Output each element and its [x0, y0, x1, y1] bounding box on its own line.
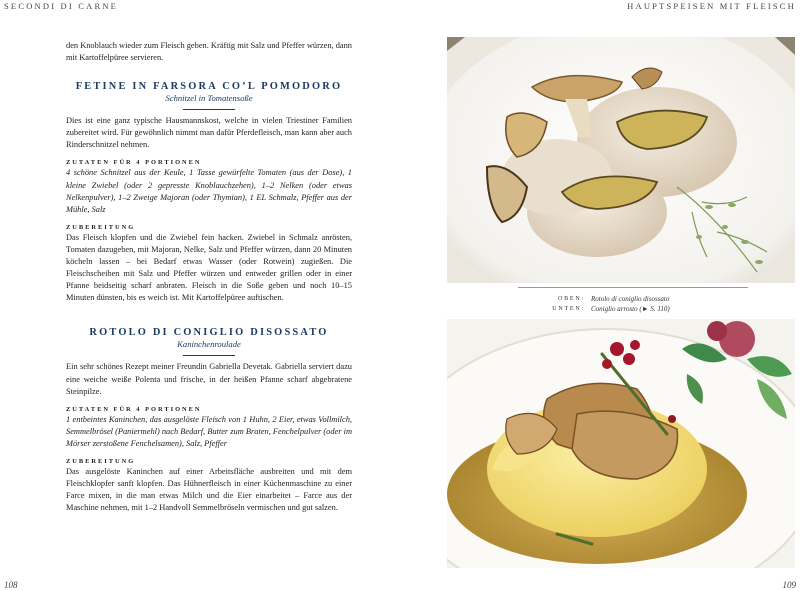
caption-label: OBEN:: [558, 296, 585, 302]
caption-label: UNTEN:: [552, 306, 585, 312]
ingredients-heading: ZUTATEN FÜR 4 PORTIONEN: [66, 405, 202, 413]
recipe-intro: Ein sehr schönes Rezept meiner Freundin Gabriella Devetak. Gabriella serviert dazu eine weiche weiße Polenta und frische, in der heißen Pfanne scharf abgebratene Steinpilze.: [66, 362, 352, 396]
text-column: [66, 40, 352, 514]
recipe-title: FETINE IN FARSORA CO’L POMODORO: [75, 81, 343, 93]
caption-text: Coniglio arrosto (► S. 110): [591, 305, 670, 313]
method-text: Das Fleisch klopfen und die Zwiebel fein hacken. Zwiebel in Schmalz anrösten, Tomaten dazugeben, mit Majoran, Nelke, Salz und Pfeffer würzen, dann 20 Minuten köcheln lassen – bei Bedarf etwas Wasser (oder Rotwein) zugießen. Die Fleischscheiben mit Salz und Pfeffer würzen und entweder grillen oder in einer Pfanne beidseitig scharf anbraten. Fleisch in die Soße geben und noch 10–15 Minuten dünsten, bis es weich ist. Mit Kartoffelpüree auftischen.: [66, 232, 352, 303]
method-heading: ZUBEREITUNG: [66, 457, 136, 465]
photo-rotolo-image: [447, 37, 795, 283]
method-text: Das ausgelöste Kaninchen auf einer Arbeitsfläche ausbreiten und mit dem Fleischklopfer sanft klopfen. Das Hühnerfleisch in einer Küchenmaschine zu einer Farce mixen, in die man etwas Milch und die Eier einarbeitet – Farce aus der Maschine nehmen, mit 1–2 Handvoll Semmelbröseln vermischen und gut salzen.: [66, 466, 352, 513]
photo-rotolo: [447, 37, 795, 283]
ingredients-heading: ZUTATEN FÜR 4 PORTIONEN: [66, 159, 202, 167]
recipe-title: ROTOLO DI CONIGLIO DISOSSATO: [89, 327, 329, 339]
running-head-right: HAUPTSPEISEN MIT FLEISCH: [627, 1, 796, 11]
recipe-subtitle: Kaninchenroulade: [177, 339, 241, 350]
caption-divider: [518, 287, 748, 288]
running-head-left: SECONDI DI CARNE: [4, 1, 119, 11]
caption-text: Rotolo di coniglio disossato: [591, 295, 670, 303]
photo-captions: [447, 294, 795, 314]
recipe-subtitle: Schnitzel in Tomatensoße: [165, 93, 253, 104]
ingredients-list: 1 entbeintes Kaninchen, das ausgelöste Fleisch von 1 Huhn, 2 Eier, etwas Vollmilch, Semmelbrösel (Paniermehl) nach Bedarf, Butter zum Braten, Fenchelpulver (oder im Mörser zerstoßene Fenchelsamen), Salz, Pfeffer: [66, 414, 352, 448]
intro-paragraph: den Knoblauch wieder zum Fleisch geben. Kräftig mit Salz und Pfeffer würzen, dann mit Kartoffelpüree servieren.: [66, 41, 352, 63]
recipe-intro: Dies ist eine ganz typische Hausmannskost, welche in vielen Triestiner Familien zubereitet wird. Für gewöhnlich nimmt man dafür Pferdefleisch, man kann aber auch Rinderschnitzel nehmen.: [66, 116, 352, 150]
page-number-right: 109: [782, 580, 796, 590]
page-number-left: 108: [4, 580, 18, 590]
photo-coniglio-image: [447, 319, 795, 568]
method-heading: ZUBEREITUNG: [66, 223, 136, 231]
ingredients-list: 4 schöne Schnitzel aus der Keule, 1 Tasse gewürfelte Tomaten (aus der Dose), 1 kleine Zwiebel (oder 2 gepresste Knoblauchzehen), 1–2 Nelken (oder etwas Nelkenpulver), 1–2 Zweige Majoran (oder Thymian), 1 EL Schmalz, Pfeffer aus der Mühle, Salz: [66, 168, 352, 214]
photo-coniglio: [447, 319, 795, 568]
